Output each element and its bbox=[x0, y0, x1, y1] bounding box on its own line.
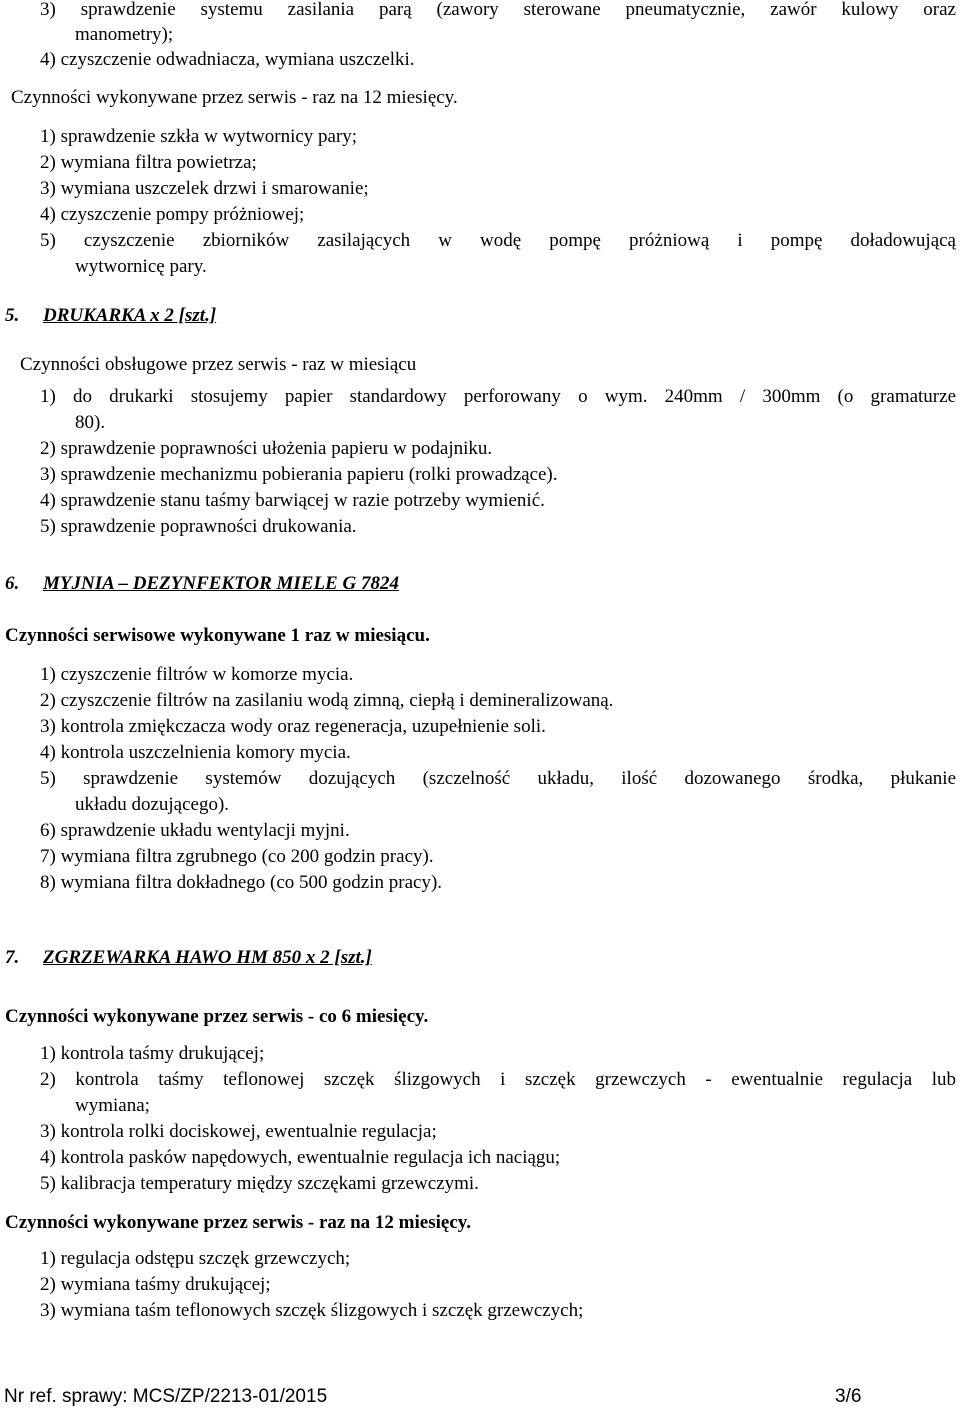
list-item: 7) wymiana filtra zgrubnego (co 200 godzin pracy). bbox=[40, 846, 434, 867]
section-title-text: ZGRZEWARKA HAWO HM 850 x 2 [szt.] bbox=[43, 947, 372, 968]
list-item-continuation: wymiana; bbox=[75, 1095, 150, 1116]
list-item: 3) sprawdzenie systemu zasilania parą (zawory sterowane pneumatycznie, zawór kulowy oraz bbox=[40, 0, 956, 20]
section-title bbox=[43, 946, 372, 970]
list-item: 2) czyszczenie filtrów na zasilaniu wodą zimną, ciepłą i demineralizowaną. bbox=[40, 690, 614, 711]
list-item: 4) sprawdzenie stanu taśmy barwiącej w razie potrzeby wymienić. bbox=[40, 490, 545, 511]
section-subtitle: Czynności wykonywane przez serwis - co 6 miesięcy. bbox=[5, 1006, 429, 1027]
section-number: 5. bbox=[5, 305, 20, 326]
section-number: 6. bbox=[5, 573, 20, 594]
list-item: 4) czyszczenie odwadniacza, wymiana uszczelki. bbox=[40, 49, 415, 70]
list-item: 2) wymiana filtra powietrza; bbox=[40, 152, 257, 173]
list-item: 1) regulacja odstępu szczęk grzewczych; bbox=[40, 1248, 351, 1269]
list-item: 5) kalibracja temperatury między szczękami grzewczymi. bbox=[40, 1173, 479, 1194]
list-item: 3) kontrola zmiękczacza wody oraz regeneracja, uzupełnienie soli. bbox=[40, 716, 546, 737]
list-item: 6) sprawdzenie układu wentylacji myjni. bbox=[40, 820, 350, 841]
list-item: 1) do drukarki stosujemy papier standardowy perforowany o wym. 240mm / 300mm (o gramaturze bbox=[40, 386, 956, 407]
list-item: 1) kontrola taśmy drukującej; bbox=[40, 1043, 265, 1064]
footer-reference: Nr ref. sprawy: MCS/ZP/2213-01/2015 bbox=[4, 1386, 328, 1407]
list-item: 3) kontrola rolki dociskowej, ewentualnie regulacja; bbox=[40, 1121, 437, 1142]
list-item: 4) kontrola pasków napędowych, ewentualnie regulacja ich naciągu; bbox=[40, 1147, 561, 1168]
list-item: 1) sprawdzenie szkła w wytwornicy pary; bbox=[40, 126, 358, 147]
list-item: 5) sprawdzenie poprawności drukowania. bbox=[40, 516, 357, 537]
list-item: 5) czyszczenie zbiorników zasilających w wodę pompę próżniową i pompę doładowującą bbox=[40, 230, 956, 251]
section-subtitle: Czynności wykonywane przez serwis - raz na 12 miesięcy. bbox=[11, 87, 458, 108]
section-title bbox=[43, 304, 216, 328]
list-item-continuation: manometry); bbox=[75, 24, 174, 45]
list-item: 1) czyszczenie filtrów w komorze mycia. bbox=[40, 664, 354, 685]
section-subtitle: Czynności serwisowe wykonywane 1 raz w miesiącu. bbox=[5, 625, 430, 646]
section-title-text: DRUKARKA x 2 [szt.] bbox=[43, 305, 217, 326]
list-item: 5) sprawdzenie systemów dozujących (szczelność układu, ilość dozowanego środka, płukanie bbox=[40, 768, 956, 789]
list-item: 4) kontrola uszczelnienia komory mycia. bbox=[40, 742, 351, 763]
list-item: 2) wymiana taśmy drukującej; bbox=[40, 1274, 271, 1295]
list-item: 3) wymiana uszczelek drzwi i smarowanie; bbox=[40, 178, 369, 199]
list-item-continuation: układu dozującego). bbox=[75, 794, 230, 815]
list-item: 3) sprawdzenie mechanizmu pobierania papieru (rolki prowadzące). bbox=[40, 464, 558, 485]
section-title-text: MYJNIA – DEZYNFEKTOR MIELE G 7824 bbox=[43, 573, 399, 594]
section-subtitle: Czynności obsługowe przez serwis - raz w miesiącu bbox=[20, 354, 417, 375]
list-item: 3) wymiana taśm teflonowych szczęk ślizgowych i szczęk grzewczych; bbox=[40, 1300, 584, 1321]
list-item: 4) czyszczenie pompy próżniowej; bbox=[40, 204, 305, 225]
page-number: 3/6 bbox=[835, 1386, 862, 1407]
list-item: 8) wymiana filtra dokładnego (co 500 godzin pracy). bbox=[40, 872, 443, 893]
list-item-continuation: wytwornicę pary. bbox=[75, 256, 207, 277]
list-item: 2) sprawdzenie poprawności ułożenia papieru w podajniku. bbox=[40, 438, 493, 459]
section-title bbox=[43, 572, 399, 596]
section-subtitle: Czynności wykonywane przez serwis - raz na 12 miesięcy. bbox=[5, 1212, 471, 1233]
section-number: 7. bbox=[5, 947, 20, 968]
list-item: 2) kontrola taśmy teflonowej szczęk ślizgowych i szczęk grzewczych - ewentualnie regulacja lub bbox=[40, 1069, 956, 1090]
list-item-continuation: 80). bbox=[75, 412, 106, 433]
